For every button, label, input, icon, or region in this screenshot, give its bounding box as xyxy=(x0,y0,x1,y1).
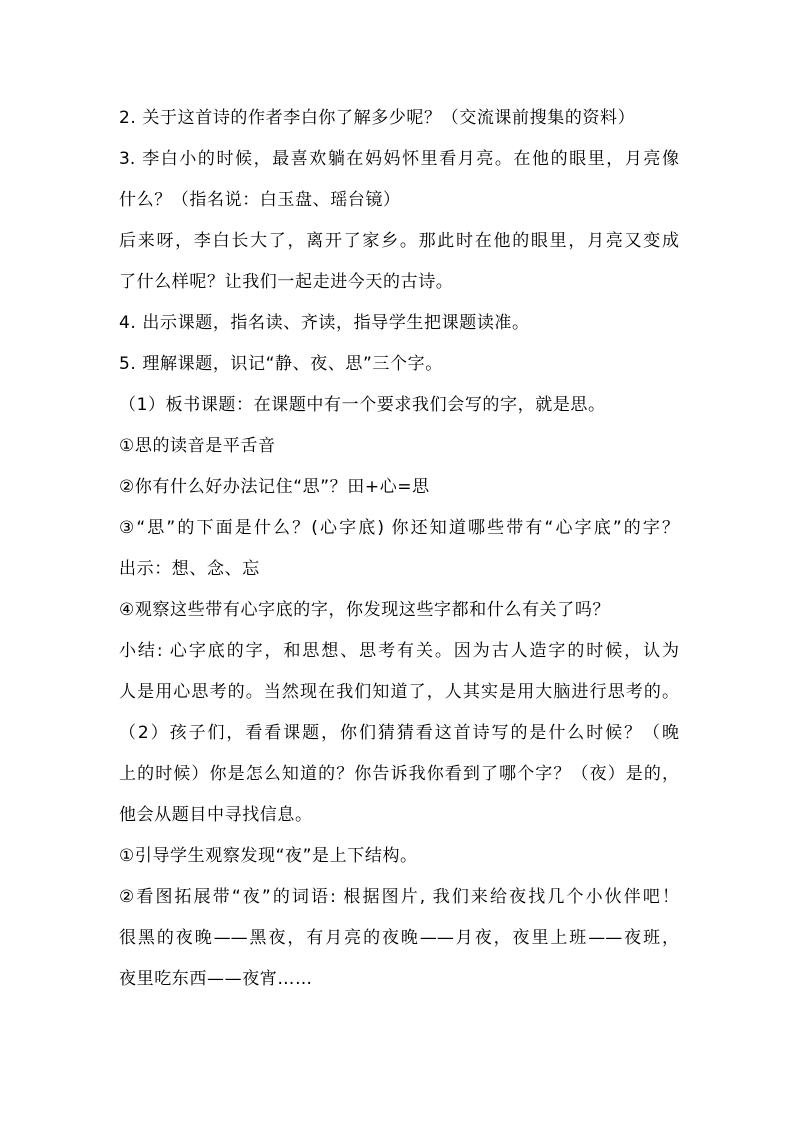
paragraph-line-10: ②你有什么好办法记住“思”？田+心=思 xyxy=(119,477,430,497)
paragraph-line-14: 小结: 心字底的字，和思想、思考有关。因为古人造字的时候，认为 xyxy=(119,641,679,661)
paragraph-line-17: 上的时候）你是怎么知道的？你告诉我你看到了哪个字？（夜）是的， xyxy=(119,764,679,784)
paragraph-line-19: ①引导学生观察发现“夜”是上下结构。 xyxy=(119,846,418,866)
paragraph-line-16: （2）孩子们，看看课题，你们猜猜看这首诗写的是什么时候？（晚 xyxy=(119,723,679,743)
paragraph-line-13: ④观察这些带有心字底的字，你发现这些字都和什么有关了吗？ xyxy=(119,600,611,620)
paragraph-line-15: 人是用心思考的。当然现在我们知道了，人其实是用大脑进行思考的。 xyxy=(119,682,679,702)
paragraph-line-1: 2. 关于这首诗的作者李白你了解多少呢？（交流课前搜集的资料） xyxy=(119,108,636,128)
paragraph-line-20: ②看图拓展带“夜”的词语: 根据图片, 我们来给夜找几个小伙伴吧！ xyxy=(119,887,679,907)
paragraph-line-5: 了什么样呢？让我们一起走进今天的古诗。 xyxy=(119,272,454,292)
paragraph-line-9: ①思的读音是平舌音 xyxy=(119,436,276,456)
paragraph-line-3: 什么？（指名说：白玉盘、瑶台镜） xyxy=(119,190,401,210)
paragraph-line-18: 他会从题目中寻找信息。 xyxy=(119,805,313,825)
paragraph-line-22: 夜里吃东西——夜宵…… xyxy=(119,969,313,989)
paragraph-line-2: 3. 李白小的时候，最喜欢躺在妈妈怀里看月亮。在他的眼里，月亮像 xyxy=(119,149,679,169)
paragraph-line-11: ③“思”的下面是什么？(心字底) 你还知道哪些带有“心字底”的字？ xyxy=(119,518,679,538)
paragraph-line-21: 很黑的夜晚——黑夜，有月亮的夜晚——月夜，夜里上班——夜班， xyxy=(119,928,679,948)
paragraph-line-8: （1）板书课题：在课题中有一个要求我们会写的字，就是思。 xyxy=(119,395,606,415)
paragraph-line-12: 出示：想、念、忘 xyxy=(119,559,260,579)
paragraph-line-6: 4. 出示课题，指名读、齐读，指导学生把课题读准。 xyxy=(119,313,530,333)
paragraph-line-4: 后来呀，李白长大了，离开了家乡。那此时在他的眼里，月亮又变成 xyxy=(119,231,679,251)
paragraph-line-7: 5. 理解课题，识记“静、夜、思”三个字。 xyxy=(119,354,443,374)
document-page xyxy=(119,0,679,1123)
